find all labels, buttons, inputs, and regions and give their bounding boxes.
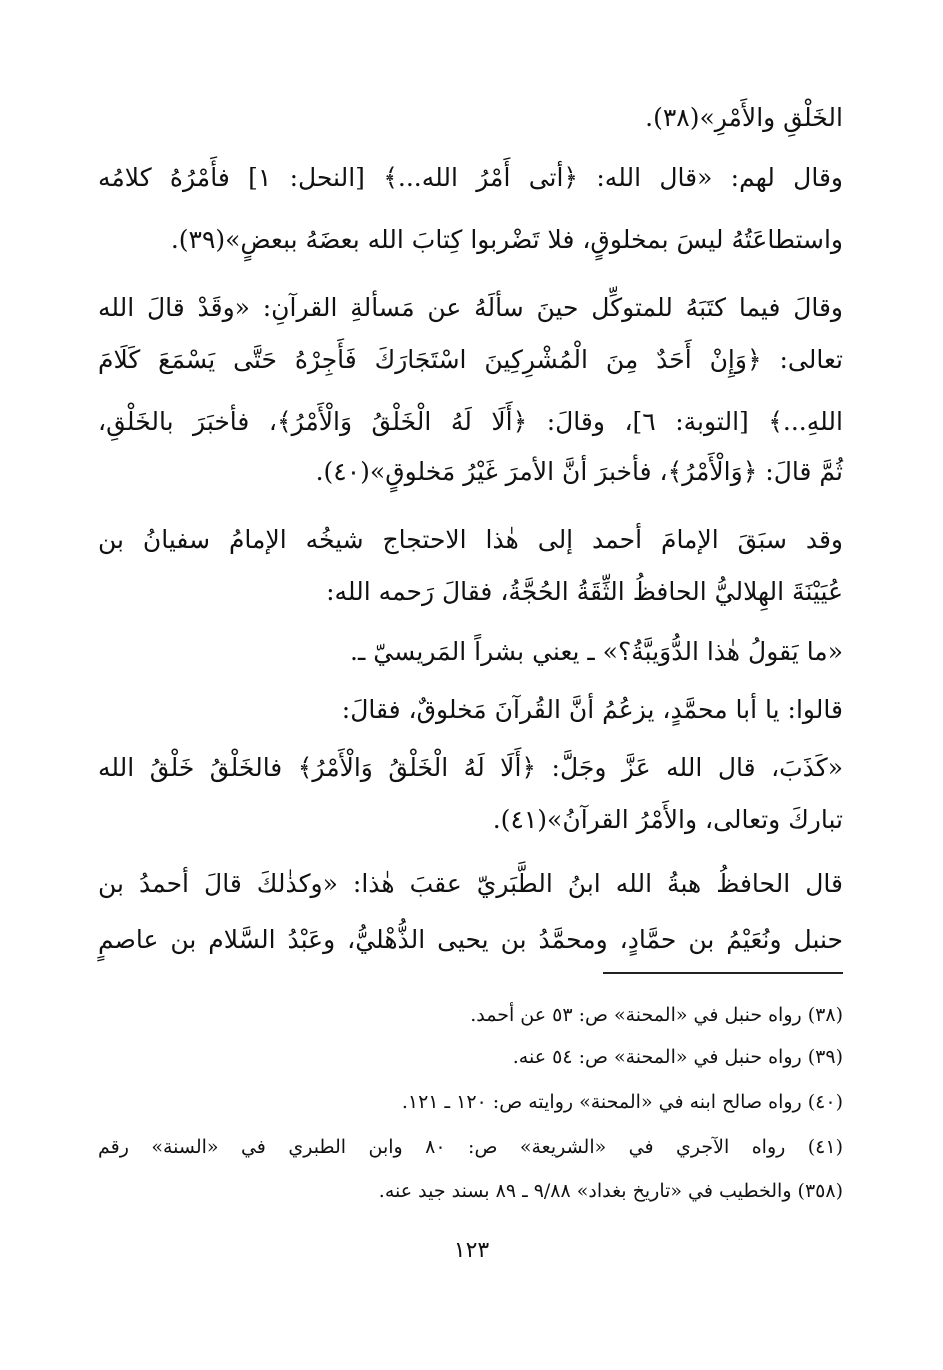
footnote-separator [603, 972, 843, 974]
body-line: الخَلْقِ والأَمْرِ»(٣٨). [645, 103, 843, 132]
body-line: وقال لهم: «قال الله: ﴿أتى أَمْرُ الله...﴾ [النحل: ١] فأَمْرُهُ كلامُه [98, 163, 843, 192]
body-line: وقالَ فيما كتَبَهُ للمتوكِّل حينَ سألَهُ عن مَسألةِ القرآنِ: «وقَدْ قالَ الله [98, 293, 843, 322]
page-number: ١٢٣ [453, 1238, 490, 1263]
footnote: (٤١) رواه الآجري في «الشريعة» ص: ٨٠ وابن الطبري في «السنة» رقم [98, 1136, 843, 1158]
body-line: قالوا: يا أبا محمَّدٍ، يزعُمُ أنَّ القُرآنَ مَخلوقٌ، فقالَ: [341, 695, 843, 724]
body-line: وقد سبَقَ الإمامَ أحمد إلى هٰذا الاحتجاج شيخُه الإمامُ سفيانُ بن [98, 525, 843, 554]
body-line: اللهِ...﴾ [التوبة: ٦]، وقالَ: ﴿أَلَا لَهُ الْخَلْقُ وَالْأَمْرُ﴾، فأخبَرَ بالخَلْقِ، [98, 407, 843, 436]
body-line: حنبل ونُعَيْمُ بن حمَّادٍ، ومحمَّدُ بن يحيى الذُّهْليُّ، وعَبْدُ السَّلام بن عاصمٍ [98, 925, 843, 954]
body-line: تباركَ وتعالى، والأَمْرُ القرآنُ»(٤١). [492, 805, 843, 834]
footnote: (٣٨) رواه حنبل في «المحنة» ص: ٥٣ عن أحمد. [470, 1004, 843, 1026]
body-line: «ما يَقولُ هٰذا الدُّوَيبَّةُ؟» ـ يعني بشراً المَريسيّ ـ. [350, 637, 843, 666]
body-line: تعالى: ﴿وَإِنْ أَحَدٌ مِنَ الْمُشْرِكِينَ اسْتَجَارَكَ فَأَجِرْهُ حَتَّى يَسْمَعَ كَلَامَ [98, 345, 843, 374]
body-line: عُيَيْنَةَ الهِلاليُّ الحافظُ الثِّقَةُ الحُجَّةُ، فقالَ رَحمه الله: [326, 577, 843, 606]
body-line: ثُمَّ قالَ: ﴿وَالْأَمْرُ﴾، فأخبرَ أنَّ الأمرَ غَيْرُ مَخلوقٍ»(٤٠). [315, 457, 843, 486]
body-line: قال الحافظُ هبةُ الله ابنُ الطَّبَريّ عقبَ هٰذا: «وكذٰلكَ قالَ أحمدُ بن [98, 869, 843, 898]
footnote: (٣٥٨) والخطيب في «تاريخ بغداد» ٩/٨٨ ـ ٨٩ بسند جيد عنه. [378, 1180, 843, 1202]
body-line: «كَذَبَ، قال الله عَزَّ وجَلَّ: ﴿أَلَا لَهُ الْخَلْقُ وَالْأَمْرُ﴾ فالخَلْقُ خَلْقُ الله [98, 753, 843, 782]
body-line: واستطاعَتُهُ ليسَ بمخلوقٍ، فلا تَضْربوا كِتابَ الله بعضَهُ ببعضٍ»(٣٩). [170, 225, 843, 254]
footnote: (٣٩) رواه حنبل في «المحنة» ص: ٥٤ عنه. [512, 1046, 843, 1068]
footnote: (٤٠) رواه صالح ابنه في «المحنة» روايته ص: ١٢٠ ـ ١٢١. [401, 1091, 843, 1113]
